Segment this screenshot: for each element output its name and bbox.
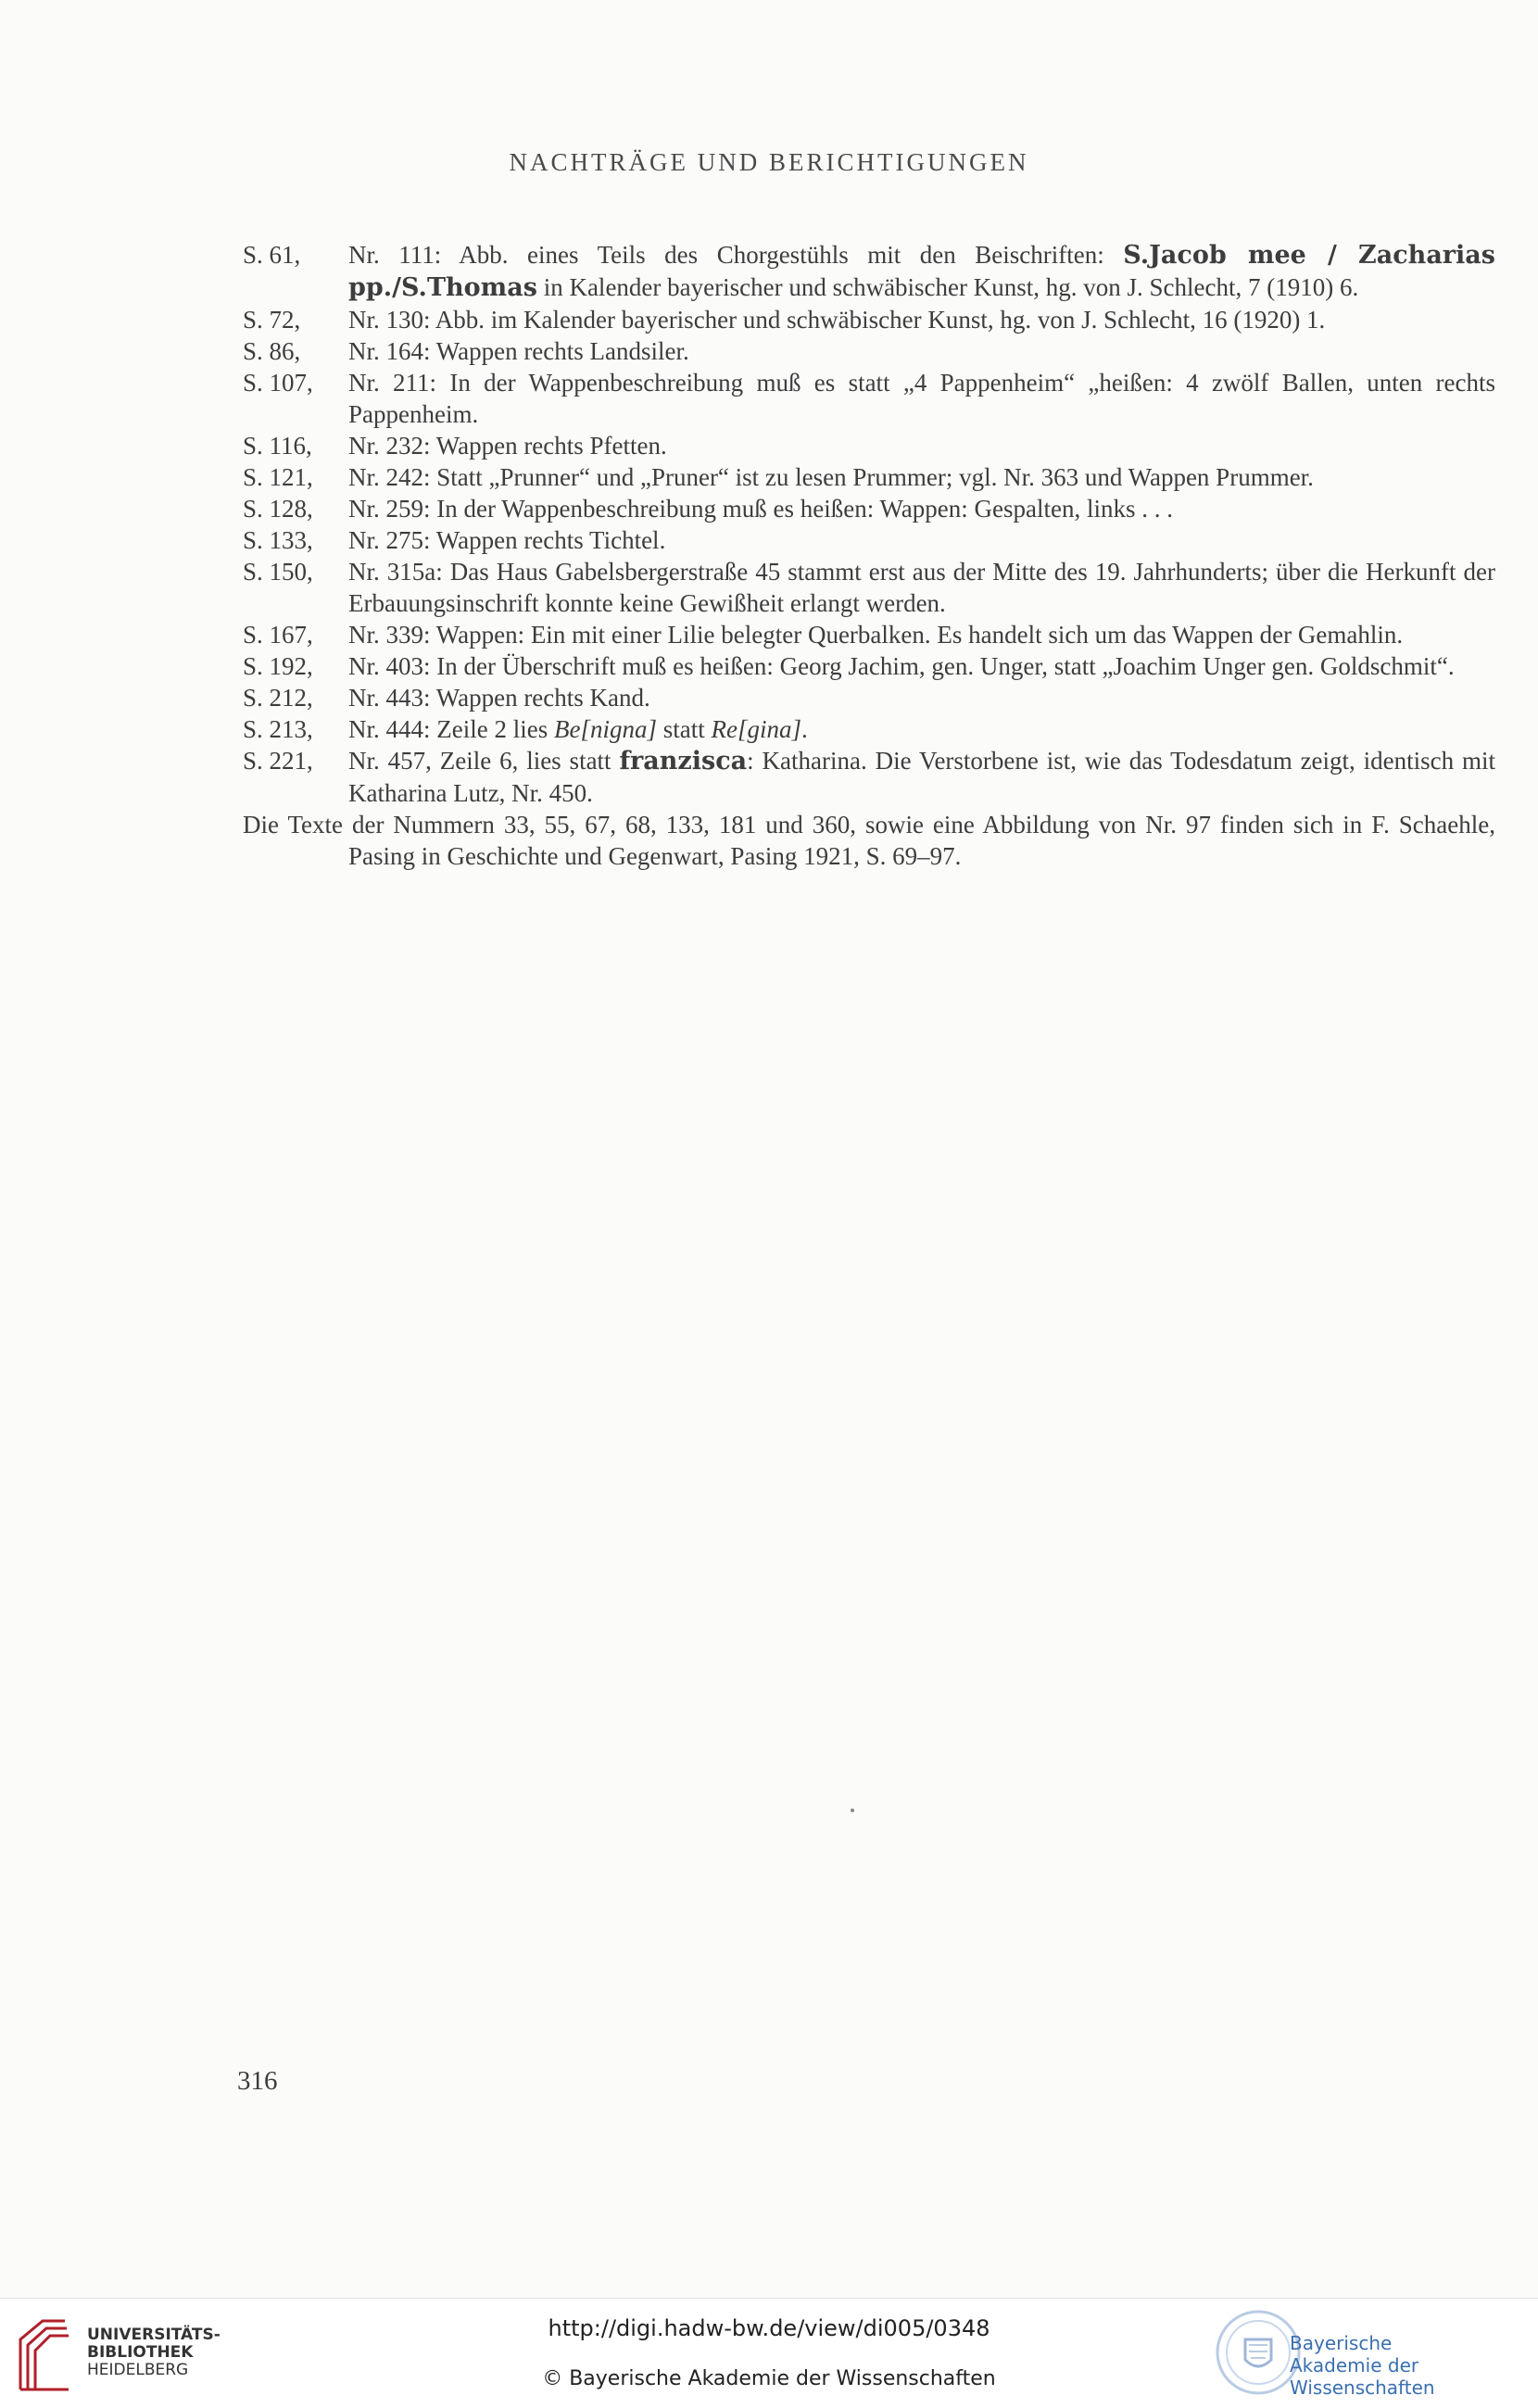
corrections-list <box>243 239 1495 872</box>
permalink-url[interactable]: http://digi.hadw-bw.de/view/di005/0348 <box>548 2315 990 2341</box>
entry-s121: S. 121, Nr. 242: Statt „Prunner“ und „Pruner“ ist zu lesen Prummer; vgl. Nr. 363 und Wappen Prummer. <box>243 463 1314 491</box>
entry-s107: S. 107, Nr. 211: In der Wappenbeschreibung muß es statt „4 Pappenheim“ „heißen: 4 zwölf Ballen, unten rechts Pappenheim. <box>243 369 1496 428</box>
fraktur-inscription: S.Jacob mee / Zacharias pp./S.Thomas <box>348 241 1495 302</box>
entry-s61: S. 61, Nr. 111: Abb. eines Teils des Chorgestühls mit den Beischriften: S.Jacob mee / Zacharias pp./S.Thomas in Kalender bayerischer und schwäbischer Kunst, hg. von J. Schlecht, 7 (1910) 6. <box>243 241 1495 302</box>
entry-s133: S. 133, Nr. 275: Wappen rechts Tichtel. <box>243 526 666 554</box>
ub-heidelberg-name: UNIVERSITÄTS- BIBLIOTHEK HEIDELBERG <box>87 2326 221 2379</box>
entry-s86: S. 86, Nr. 164: Wappen rechts Landsiler. <box>243 337 689 365</box>
entry-s167: S. 167, Nr. 339: Wappen: Ein mit einer Lilie belegter Querbalken. Es handelt sich um das Wappen der Gemahlin. <box>243 621 1404 649</box>
digitization-footer <box>0 2298 1538 2408</box>
entry-s192: S. 192, Nr. 403: In der Überschrift muß es heißen: Georg Jachim, gen. Unger, statt „Joachim Unger gen. Goldschmit“. <box>243 652 1455 680</box>
entry-s221: S. 221, Nr. 457, Zeile 6, lies statt franzisca: Katharina. Die Verstorbene ist, wie das Todesdatum zeigt, identisch mit Katharina Lutz, Nr. 450. <box>243 747 1496 807</box>
page-header: NACHTRÄGE UND BERICHTIGUNGEN <box>509 148 1029 176</box>
entry-s116: S. 116, Nr. 232: Wappen rechts Pfetten. <box>243 432 667 460</box>
scan-speck <box>851 1809 854 1812</box>
fraktur-word: franzisca <box>619 747 748 775</box>
entry-s150: S. 150, Nr. 315a: Das Haus Gabelsbergerstraße 45 stammt erst aus der Mitte des 19. Jahrhunderts; über die Herkunft der Erbauungsinschrift konnte keine Gewißheit erlangt werden. <box>243 558 1495 617</box>
baw-name: Bayerische Akademie der Wissenschaften <box>1290 2332 1435 2399</box>
entry-s128: S. 128, Nr. 259: In der Wappenbeschreibung muß es heißen: Wappen: Gespalten, links . . . <box>243 495 1173 523</box>
entry-s213: S. 213, Nr. 444: Zeile 2 lies Be[nigna] statt Re[gina]. <box>243 715 808 743</box>
entry-s72: S. 72, Nr. 130: Abb. im Kalender bayerischer und schwäbischer Kunst, hg. von J. Schlecht, 16 (1920) 1. <box>243 306 1326 334</box>
closing-note: Die Texte der Nummern 33, 55, 67, 68, 133, 181 und 360, sowie eine Abbildung von Nr. 97 finden sich in F. Schaehle, Pasing in Geschichte und Gegenwart, Pasing 1921, S. 69–97. <box>243 811 1495 870</box>
page-number: 316 <box>237 2066 278 2096</box>
entry-s212: S. 212, Nr. 443: Wappen rechts Kand. <box>243 684 650 712</box>
copyright-notice: © Bayerische Akademie der Wissenschaften <box>542 2367 996 2390</box>
